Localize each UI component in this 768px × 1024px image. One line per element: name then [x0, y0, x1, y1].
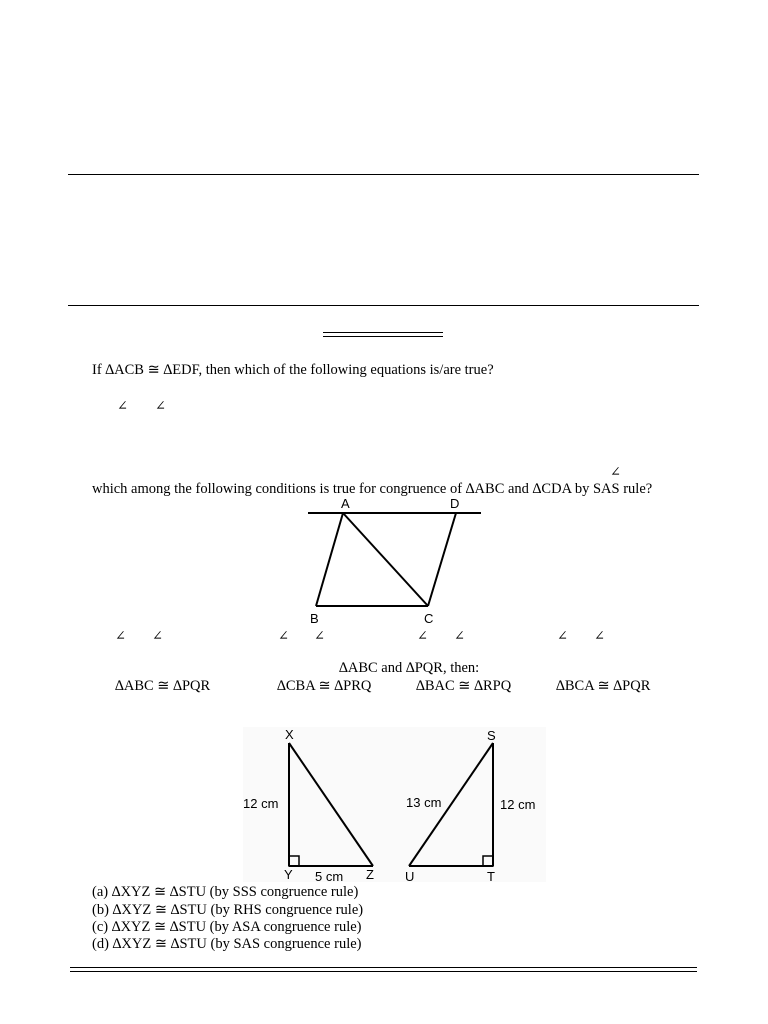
vertex-label-t: T [487, 869, 495, 884]
vertex-label-z: Z [366, 867, 374, 882]
question4-option-c: (c) ∆XYZ ≅ ∆STU (by ASA congruence rule) [92, 919, 362, 935]
side-label-yz: 5 cm [315, 869, 344, 884]
vertex-label-x: X [285, 727, 294, 742]
section-title-underline [323, 332, 443, 337]
header-rule-top [68, 174, 699, 175]
vertex-label-a: A [341, 496, 350, 511]
question3-option: ∆CBA ≅ ∆PRQ [277, 678, 372, 694]
question4-option-b: (b) ∆XYZ ≅ ∆STU (by RHS congruence rule) [92, 902, 364, 918]
angle-symbol: ∠ [417, 628, 428, 643]
angle-symbol: ∠ [117, 398, 128, 413]
angle-symbol: ∠ [278, 628, 289, 643]
angle-symbol: ∠ [610, 464, 621, 479]
header-rule-bottom [68, 305, 699, 306]
angle-symbol: ∠ [155, 398, 166, 413]
vertex-label-b: B [310, 611, 319, 626]
vertex-label-c: C [424, 611, 434, 626]
side-label-su: 13 cm [406, 795, 442, 810]
vertex-label-y: Y [284, 867, 293, 882]
question4-option-d: (d) ∆XYZ ≅ ∆STU (by SAS congruence rule) [92, 936, 362, 952]
vertex-label-s: S [487, 728, 496, 743]
question3-option: ∆ABC ≅ ∆PQR [115, 678, 211, 694]
angle-symbol: ∠ [594, 628, 605, 643]
question3-option: ∆BCA ≅ ∆PQR [556, 678, 651, 694]
question2-text: which among the following conditions is true for congruence of ∆ABC and ∆CDA by SAS rule? [92, 481, 653, 497]
angle-symbol: ∠ [115, 628, 126, 643]
angle-symbol: ∠ [314, 628, 325, 643]
angle-symbol: ∠ [557, 628, 568, 643]
question4-option-a: (a) ∆XYZ ≅ ∆STU (by SSS congruence rule) [92, 884, 359, 900]
side-label-st: 12 cm [500, 797, 536, 812]
question3-option: ∆BAC ≅ ∆RPQ [416, 678, 512, 694]
side-label-xy: 12 cm [243, 796, 279, 811]
angle-symbol: ∠ [454, 628, 465, 643]
question3-text: ∆ABC and ∆PQR, then: [339, 660, 480, 676]
footer-rule [70, 967, 697, 972]
vertex-label-u: U [405, 869, 415, 884]
vertex-label-d: D [450, 496, 460, 511]
angle-symbol: ∠ [152, 628, 163, 643]
question1-text: If ∆ACB ≅ ∆EDF, then which of the following equations is/are true? [92, 362, 494, 378]
